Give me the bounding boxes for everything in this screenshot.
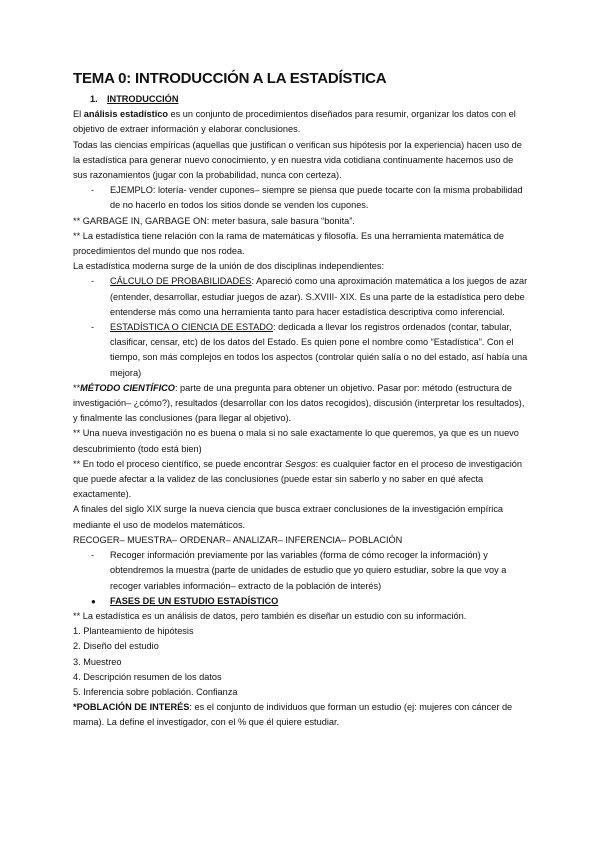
sesgos-text: : es cualquier factor en el proceso de investigación que puede afectar a la validez de las conclusiones (puede estar sin saberlo y no saber en qué afecta exactamente).	[73, 458, 522, 500]
term-analisis-estadistico: análisis estadístico	[83, 109, 168, 120]
paragraph-garbage: ** GARBAGE IN, GARBAGE ON: meter basura, sale basura “bonita”.	[73, 215, 355, 226]
term-ciencia-estado: ESTADÍSTICA O CIENCIA DE ESTADO	[110, 322, 274, 333]
calculo-text: : Apareció como una aproximación matemática a los juegos de azar (entender, desarrollar, estudiar juegos de azar). S.XVIII- XIX. Es una parte de la estadística pero debe entenderse más como una herramienta tanto para hacer estadística descriptiva como inferencial.	[110, 276, 528, 317]
term-metodo-cientifico: MÉTODO CIENTÍFICO	[80, 382, 175, 393]
text-rest: es un conjunto de procedimientos diseñados para resumir, organizar los datos con el objetivo de extraer información y elaborar conclusiones.	[73, 109, 516, 135]
text-pre: ** En todo el proceso científico, se puede encontrar	[73, 458, 285, 469]
document-content	[73, 70, 529, 731]
section-number: 1.	[90, 94, 98, 104]
metodo-text: : parte de una pregunta para obtener un objetivo. Pasar por: método (estructura de investigación– ¿cómo?), resultados (desarrollar con los datos recogidos), discusión (interpretar los resultados), y finalmente las conclusiones (para llegar al objetivo).	[73, 382, 525, 424]
term-sesgos: Sesgos	[284, 458, 316, 469]
paragraph-nueva: ** Una nueva investigación no es buena o mala si no sale exactamente lo que queremos, ya que es un nuevo descubrimiento (todo está bien)	[73, 428, 519, 454]
dash-bullet: -	[91, 185, 95, 196]
paragraph-sesgos	[73, 457, 529, 503]
section-heading-introduccion	[73, 92, 529, 107]
poblacion-text: : es el conjunto de individuos que forman un estudio (ej: mujeres con cáncer de mama). La define el investigador, con el % que él quiere estudiar.	[73, 702, 513, 728]
section-heading-fases	[73, 594, 529, 609]
paragraph-siglo: A finales del siglo XIX surge la nueva ciencia que busca extraer conclusiones de la investigación empírica mediante el uso de modelos matemáticos.	[73, 504, 504, 530]
list-item-recoger	[73, 548, 529, 594]
ejemplo-text: EJEMPLO: lotería- vender cupones– siempre se piensa que puede tocarte con la misma probabilidad de no hacerlo en todos los sitios donde se venden los cupones.	[110, 185, 523, 211]
document-title: TEMA 0: INTRODUCCIÓN A LA ESTADÍSTICA	[73, 70, 387, 87]
ciencia-estado-text: : dedicada a llevar los registros ordenados (contar, tabular, clasificar, censar, etc) de los datos del Estado. Es quien pone el nombre como “Estadística”. Con el tiempo, son más complejos en todos los aspectos (controlar quién salía o no del estado, así había una mejora)	[110, 322, 528, 378]
list-item: 4. Descripción resumen de los datos	[73, 671, 222, 682]
section-label: INTRODUCCIÓN	[107, 94, 179, 104]
paragraph-analisis	[73, 107, 529, 137]
paragraph-metodo	[73, 381, 529, 427]
list-item: 5. Inferencia sobre población. Confianza	[73, 686, 238, 697]
dash-bullet: -	[91, 322, 95, 333]
term-calculo: CÁLCULO DE PROBABILIDADES	[110, 276, 252, 287]
bullet-dot-icon: ●	[91, 596, 96, 606]
text-pre: El	[73, 109, 84, 120]
fases-label: FASES DE UN ESTUDIO ESTADÍSTICO	[110, 595, 279, 606]
list-item: 3. Muestreo	[73, 656, 122, 667]
paragraph-poblacion	[73, 700, 529, 730]
list-item-ciencia-estado	[73, 320, 529, 381]
paragraph-ciencias: Todas las ciencias empíricas (aquellas que justifican o verifican sus hipótesis por la experiencia) hacen uso de la estadística para generar nuevo conocimiento, y en nuestra vida cotidiana continuamente hacemos uso de sus razonamientos (jugar con la probabilidad, nunca con certeza).	[73, 139, 522, 181]
paragraph-moderna: La estadística moderna surge de la unión de dos disciplinas independientes:	[73, 261, 385, 272]
paragraph-fases-intro: ** La estadística es un análisis de datos, pero también es diseñar un estudio con su información.	[73, 610, 467, 621]
paragraph-recoger-seq: RECOGER– MUESTRA– ORDENAR– ANALIZAR– INFERENCIA– POBLACIÓN	[73, 534, 403, 545]
list-item: 2. Diseño del estudio	[73, 641, 159, 652]
list-item-ejemplo	[73, 183, 529, 213]
list-item-calculo	[73, 274, 529, 320]
term-poblacion-interes: *POBLACIÓN DE INTERÉS	[73, 702, 190, 713]
text-pre: **	[73, 382, 81, 393]
dash-bullet: -	[91, 276, 95, 287]
recoger-text: Recoger información previamente por las variables (forma de cómo recoger la información) y obtendremos la muestra (parte de unidades de estudio que yo quiero estudiar, sobre la que voy a recoger variables información– extracto de la población de interés)	[110, 550, 507, 591]
fases-list	[73, 624, 529, 700]
dash-bullet: -	[91, 550, 95, 561]
list-item: 1. Planteamiento de hipótesis	[73, 626, 194, 637]
paragraph-relacion: ** La estadística tiene relación con la rama de matemáticas y filosofía. Es una herramienta matemática de procedimientos del mundo que nos rodea.	[73, 230, 505, 257]
